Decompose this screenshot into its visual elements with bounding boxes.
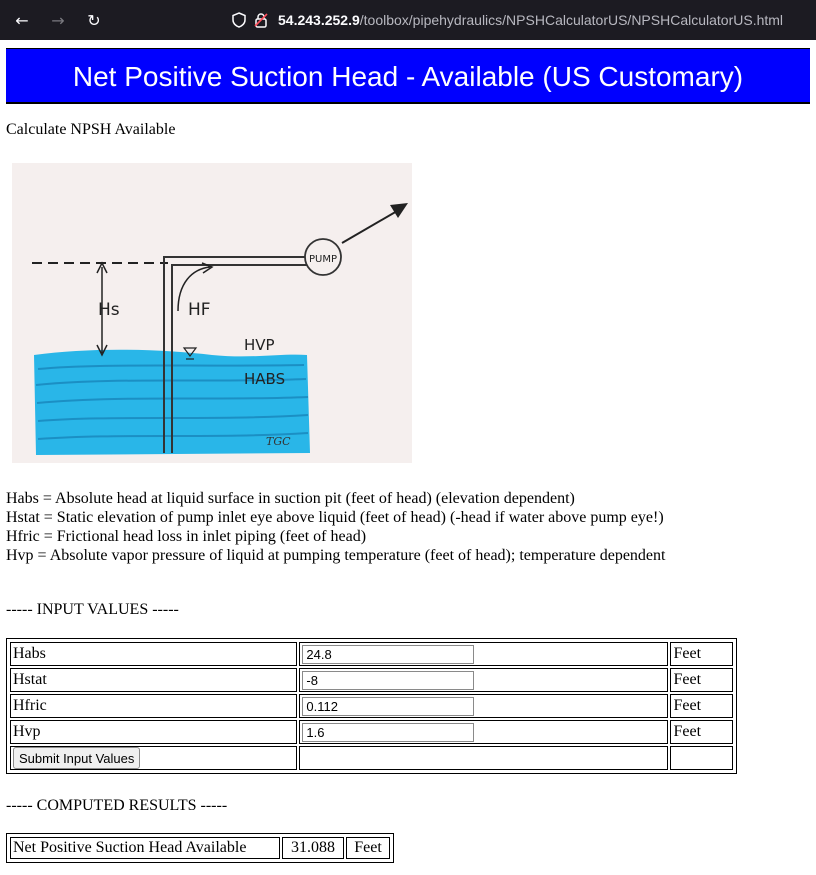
url-text[interactable] — [278, 12, 783, 28]
input-cell — [299, 694, 668, 718]
hfric-input[interactable] — [302, 697, 474, 716]
variable-definitions — [6, 489, 665, 565]
input-table — [6, 638, 737, 774]
unit-label: Feet — [670, 694, 733, 718]
url-path: /toolbox/pipehydraulics/NPSHCalculatorUS/NPSHCalculatorUS.html — [359, 12, 784, 28]
definition-habs: Habs = Absolute head at liquid surface in suction pit (feet of head) (elevation dependent) — [6, 490, 575, 507]
hstat-input[interactable] — [302, 671, 474, 690]
page-title: Net Positive Suction Head - Available (US Customary) — [72, 60, 744, 92]
page-subtitle: Calculate NPSH Available — [6, 121, 176, 138]
input-cell — [299, 668, 668, 692]
input-label-hvp: Hvp — [10, 720, 297, 744]
input-cell — [299, 720, 668, 744]
reload-icon[interactable]: ↻ — [87, 10, 101, 30]
browser-toolbar — [0, 0, 816, 40]
forward-arrow-icon[interactable]: → — [51, 10, 65, 30]
unit-label: Feet — [670, 668, 733, 692]
result-label: Net Positive Suction Head Available — [10, 837, 280, 859]
empty-cell — [299, 746, 668, 770]
url-host: 54.243.252.9 — [278, 12, 360, 28]
page-banner — [6, 48, 810, 104]
results-table — [6, 833, 394, 863]
hf-label: HF — [188, 300, 211, 320]
table-row — [10, 642, 733, 666]
unit-label: Feet — [670, 720, 733, 744]
input-cell — [299, 642, 668, 666]
input-label-habs: Habs — [10, 642, 297, 666]
diagram-signature: TGC — [266, 435, 291, 448]
table-row — [10, 837, 390, 859]
back-arrow-icon[interactable]: ← — [15, 10, 29, 30]
empty-cell — [670, 746, 733, 770]
table-row — [10, 746, 733, 770]
insecure-lock-icon[interactable] — [252, 11, 270, 29]
result-unit: Feet — [346, 837, 390, 859]
hvp-input[interactable] — [302, 723, 474, 742]
result-value: 31.088 — [282, 837, 344, 859]
npsh-diagram — [12, 163, 412, 463]
pump-label: PUMP — [308, 254, 338, 265]
definition-hfric: Hfric = Frictional head loss in inlet piping (feet of head) — [6, 528, 367, 545]
submit-input-values-button[interactable]: Submit Input Values — [13, 747, 140, 769]
hs-label: Hs — [98, 300, 120, 320]
habs-label: HABS — [244, 370, 286, 388]
habs-input[interactable] — [302, 645, 474, 664]
definition-hstat: Hstat = Static elevation of pump inlet eye above liquid (feet of head) (-head if water above pump eye!) — [6, 509, 664, 526]
unit-label: Feet — [670, 642, 733, 666]
definition-hvp: Hvp = Absolute vapor pressure of liquid at pumping temperature (feet of head); temperature dependent — [6, 547, 666, 564]
results-section-heading: ----- COMPUTED RESULTS ----- — [6, 797, 228, 814]
shield-icon[interactable] — [230, 11, 248, 29]
table-row — [10, 720, 733, 744]
hvp-label: HVP — [244, 336, 275, 354]
submit-cell — [10, 746, 297, 770]
table-row — [10, 694, 733, 718]
input-label-hstat: Hstat — [10, 668, 297, 692]
table-row — [10, 668, 733, 692]
input-label-hfric: Hfric — [10, 694, 297, 718]
input-section-heading: ----- INPUT VALUES ----- — [6, 601, 179, 618]
address-bar[interactable] — [226, 4, 816, 36]
